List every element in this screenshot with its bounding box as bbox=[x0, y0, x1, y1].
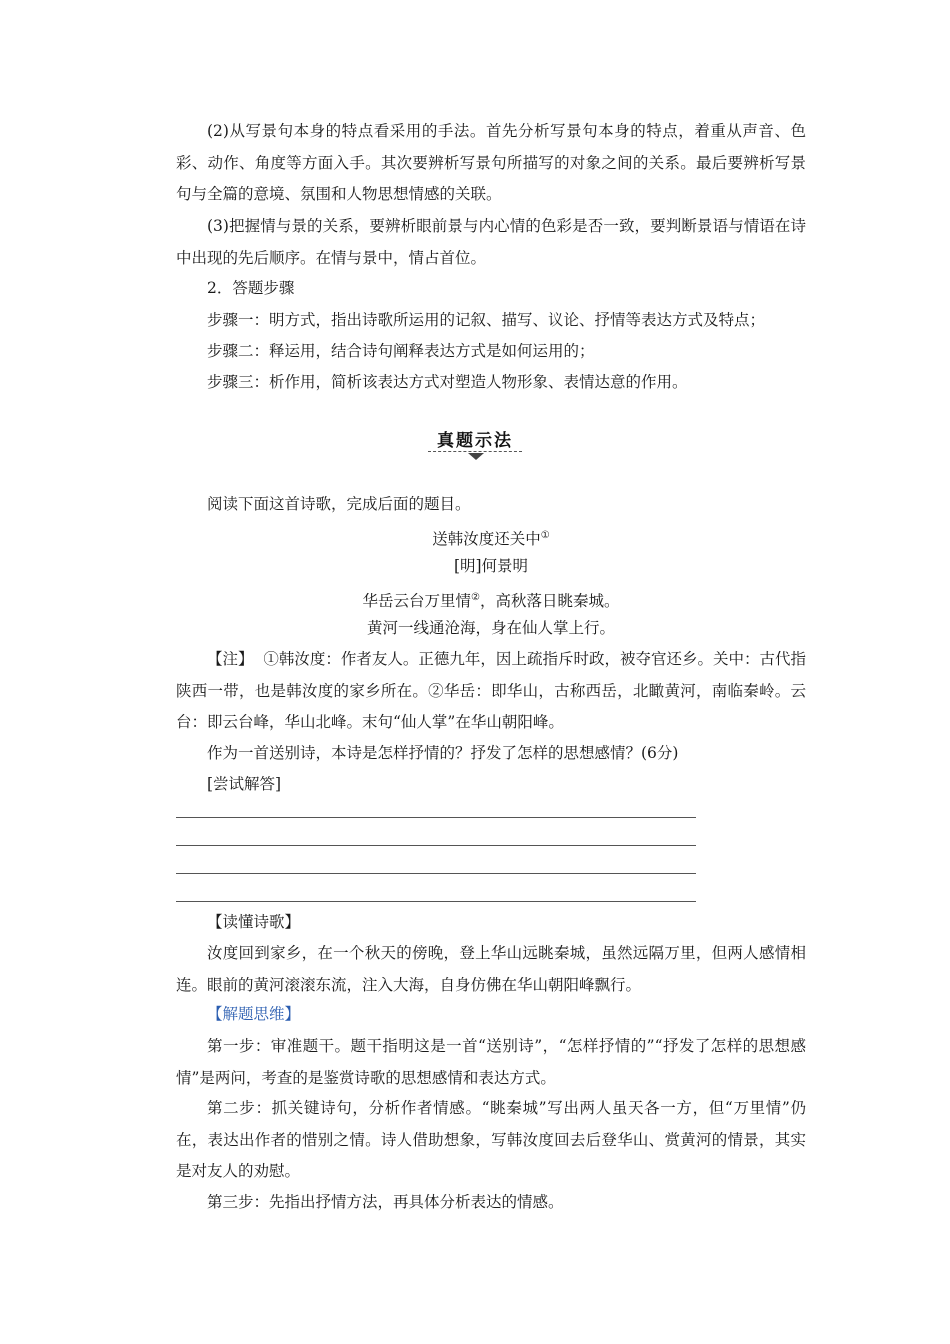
poem-line-1-note: ② bbox=[471, 592, 480, 603]
poem-title bbox=[176, 520, 806, 555]
paragraph-method-2: (2)从写景句本身的特点看采用的手法。首先分析写景句本身的特点，着重从声音、色彩、动作、角度等方面入手。其次要辨析写景句所描写的对象之间的关系。最后要辨析写景句与全篇的意境、氛围和人物思想情感的关联。 bbox=[176, 122, 806, 203]
poem-line-1 bbox=[176, 582, 806, 617]
notes-label: 【注】 bbox=[207, 650, 254, 668]
answer-line[interactable] bbox=[176, 845, 696, 846]
step-one: 步骤一：明方式，指出诗歌所运用的记叙、描写、议论、抒情等表达方式及特点； bbox=[207, 311, 766, 329]
poem-title-text: 送韩汝度还关中 bbox=[432, 530, 541, 549]
thinking-step-one: 第一步：审准题干。题干指明这是一首“送别诗”，“怎样抒情的”“抒发了怎样的思想感情”是两问，考查的是鉴赏诗歌的思想感情和表达方式。 bbox=[176, 1037, 806, 1087]
poem-line-2: 黄河一线通沧海，身在仙人掌上行。 bbox=[366, 619, 615, 637]
notes-text: ①韩汝度：作者友人。正德九年，因上疏指斥时政，被夺官还乡。关中：古代指陕西一带，也是韩汝度的家乡所在。②华岳：即华山，古称西岳，北瞰黄河，南临秦岭。云台：即云台峰，华山北峰。末句“仙人掌”在华山朝阳峰。 bbox=[176, 650, 806, 731]
exam-question: 作为一首送别诗，本诗是怎样抒情的？抒发了怎样的思想感情？(6分) bbox=[207, 744, 679, 762]
thinking-label: 【解题思维】 bbox=[207, 1005, 301, 1023]
exam-intro: 阅读下面这首诗歌，完成后面的题目。 bbox=[207, 495, 471, 513]
answer-line[interactable] bbox=[176, 817, 696, 818]
poem-line-1-rest: ，高秋落日眺秦城。 bbox=[479, 592, 620, 611]
step-three: 步骤三：析作用，简析该表达方式对塑造人物形象、表情达意的作用。 bbox=[207, 373, 688, 391]
thinking-step-three: 第三步：先指出抒情方法，再具体分析表达的情感。 bbox=[207, 1193, 564, 1211]
answer-line[interactable] bbox=[176, 901, 696, 902]
heading-underline bbox=[428, 451, 522, 452]
step-two: 步骤二：释运用，结合诗句阐释表达方式是如何运用的； bbox=[207, 342, 595, 360]
section-heading-text: 真题示法 bbox=[437, 431, 513, 451]
read-poem-text: 汝度回到家乡，在一个秋天的傍晚，登上华山远眺秦城，虽然远隔万里，但两人感情相连。眼前的黄河滚滚东流，注入大海，自身仿佛在华山朝阳峰飘行。 bbox=[176, 944, 806, 994]
steps-title: 2．答题步骤 bbox=[207, 279, 295, 297]
attempt-label: [尝试解答] bbox=[207, 775, 282, 793]
section-heading bbox=[0, 426, 950, 451]
thinking-step-two: 第二步：抓关键诗句，分析作者情感。“眺秦城”写出两人虽天各一方，但“万里情”仍在，表达出作者的惜别之情。诗人借助想象，写韩汝度回去后登华山、赏黄河的情景，其实是对友人的劝慰。 bbox=[176, 1099, 806, 1180]
paragraph-method-3: (3)把握情与景的关系，要辨析眼前景与内心情的色彩是否一致，要判断景语与情语在诗中出现的先后顺序。在情与景中，情占首位。 bbox=[176, 217, 806, 267]
answer-line[interactable] bbox=[176, 873, 696, 874]
poem-line-1-text: 华岳云台万里情 bbox=[362, 592, 472, 611]
heading-triangle-icon bbox=[468, 453, 484, 460]
poem-author: [明]何景明 bbox=[453, 557, 529, 575]
poem-title-note: ① bbox=[540, 530, 550, 541]
read-poem-label: 【读懂诗歌】 bbox=[207, 913, 301, 931]
poem-notes bbox=[176, 644, 806, 739]
